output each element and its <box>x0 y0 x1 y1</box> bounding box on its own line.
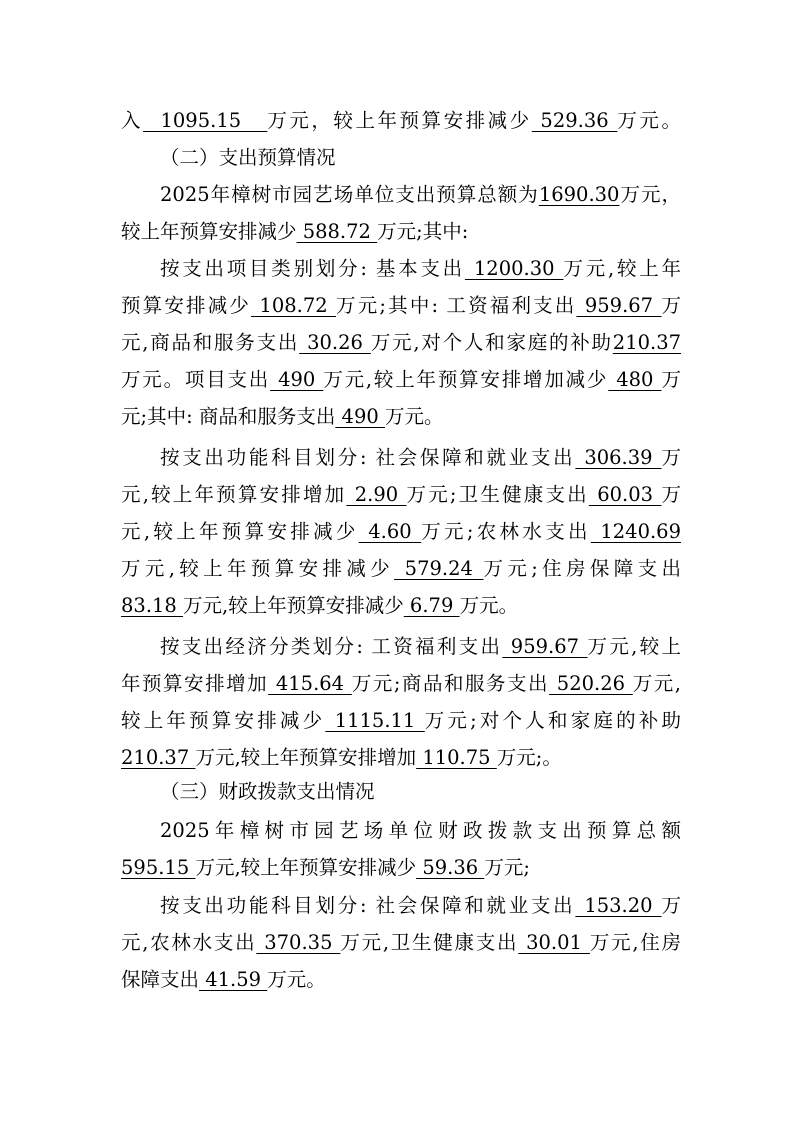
text: 入 <box>121 109 144 132</box>
text: 万元;卫生健康支出 <box>406 483 589 506</box>
amount-underlined: 210.37 <box>121 746 196 769</box>
text: 万元。 <box>617 109 681 132</box>
text: 万 <box>661 894 681 917</box>
text: 2025年樟树市园艺场单位财政拨款支出预算总额 <box>160 819 681 842</box>
text-line <box>121 289 681 322</box>
text: 元,商品和服务支出 <box>121 331 300 354</box>
amount-underlined: 595.15 <box>121 856 196 879</box>
text: 元,较上年预算安排增加 <box>121 483 347 506</box>
amount-underlined: 108.72 <box>251 294 337 317</box>
text-line <box>121 363 681 396</box>
text-line <box>121 667 681 700</box>
text: 预算安排减少 <box>121 294 252 317</box>
amount-underlined: 959.67 <box>502 635 588 658</box>
text: 按支出经济分类划分: 工资福利支出 <box>160 635 503 658</box>
text: 万元,对个人和家庭的补助 <box>370 331 613 354</box>
amount-underlined: 2.90 <box>346 483 407 506</box>
amount-underlined: 959.67 <box>576 294 662 317</box>
amount-underlined: 6.79 <box>403 594 460 617</box>
amount-underlined: 83.18 <box>121 594 184 617</box>
text: 万元;住房保障支出 <box>483 557 681 580</box>
text: 按支出功能科目划分: 社会保障和就业支出 <box>160 446 576 469</box>
text-line <box>160 441 681 474</box>
text: 按支出项目类别划分: 基本支出 <box>160 257 465 280</box>
amount-underlined: 1115.11 <box>325 709 425 732</box>
amount-underlined: 520.26 <box>549 672 633 695</box>
text: 万元;农林水支出 <box>421 520 591 543</box>
text: 万元,较上年预算安排增加 <box>195 746 417 769</box>
amount-underlined: 41.59 <box>199 968 268 991</box>
text-line <box>121 963 681 996</box>
text: 万元。 <box>384 405 444 428</box>
amount-underlined: 1240.69 <box>590 520 681 543</box>
amount-underlined: 490 <box>335 405 385 428</box>
amount-underlined: 4.60 <box>358 520 422 543</box>
amount-underlined: 415.64 <box>268 672 352 695</box>
text: 万元,较上年预算安排增加减少 <box>323 368 609 391</box>
text: 万元; <box>484 856 530 879</box>
amount-underlined: 30.26 <box>299 331 371 354</box>
text: 万元;其中: <box>377 220 469 243</box>
text-line <box>121 741 681 774</box>
amount-underlined: 529.36 <box>531 109 618 132</box>
amount-underlined: 1690.30 <box>538 183 620 206</box>
text: 万 <box>661 446 681 469</box>
text-line <box>121 104 681 137</box>
text: 元;其中: 商品和服务支出 <box>121 405 336 428</box>
text-line <box>160 178 681 211</box>
amount-underlined: 210.37 <box>612 331 682 354</box>
text: 保障支出 <box>121 968 200 991</box>
amount-underlined: 490 <box>270 368 324 391</box>
text: 万元,住房 <box>589 931 681 954</box>
text: 万元;。 <box>496 746 562 769</box>
text: 元,较上年预算安排减少 <box>121 520 359 543</box>
text-line <box>121 515 681 548</box>
amount-underlined: 153.20 <box>575 894 662 917</box>
text: 万 <box>661 294 681 317</box>
text-line <box>121 478 681 511</box>
amount-underlined: 110.75 <box>416 746 497 769</box>
text-line <box>121 851 681 884</box>
text: 万元。 <box>267 968 326 991</box>
text: 万 <box>661 483 681 506</box>
heading-text: （二）支出预算情况 <box>160 146 336 169</box>
text: 较上年预算安排减少 <box>121 220 297 243</box>
text-line <box>121 926 681 959</box>
text-line <box>121 215 681 248</box>
text: 万 <box>661 368 681 391</box>
text: 万元, <box>632 672 681 695</box>
text: 万元,较上年预算安排减少 <box>195 856 417 879</box>
text-line <box>160 630 681 663</box>
text: 元,农林水支出 <box>121 931 257 954</box>
text-line <box>160 814 681 847</box>
amount-underlined: 60.03 <box>588 483 662 506</box>
amount-underlined: 480 <box>608 368 662 391</box>
text: 万元,卫生健康支出 <box>340 931 519 954</box>
text: 年预算安排增加 <box>121 672 269 695</box>
amount-underlined: 30.01 <box>518 931 590 954</box>
text: 万元,较上 <box>587 635 681 658</box>
text: 万元。项目支出 <box>121 368 271 391</box>
text: 万元，较上年预算安排减少 <box>267 109 532 132</box>
text-line <box>160 252 681 285</box>
heading-text: （三）财政拨款支出情况 <box>160 780 375 803</box>
section-heading <box>160 775 720 808</box>
text: 万元;其中: 工资福利支出 <box>336 294 577 317</box>
text: 万元。 <box>459 594 519 617</box>
text: 按支出功能科目划分: 社会保障和就业支出 <box>160 894 576 917</box>
text-line <box>121 552 681 585</box>
text-line <box>121 589 681 622</box>
text: 万元,较上年预算安排减少 <box>183 594 404 617</box>
text-line <box>121 400 681 433</box>
amount-underlined: 588.72 <box>296 220 378 243</box>
text-line <box>121 326 681 359</box>
section-heading <box>160 141 720 174</box>
amount-underlined: 1200.30 <box>464 257 564 280</box>
amount-underlined: 1095.15 <box>143 109 268 132</box>
text-line <box>160 889 681 922</box>
amount-underlined: 306.39 <box>575 446 662 469</box>
text: 万元;对个人和家庭的补助 <box>424 709 681 732</box>
text: 万元;商品和服务支出 <box>351 672 550 695</box>
text: 万元,较上年 <box>563 257 681 280</box>
text: 万元， <box>619 183 681 206</box>
text: 较上年预算安排减少 <box>121 709 326 732</box>
amount-underlined: 579.24 <box>394 557 484 580</box>
amount-underlined: 59.36 <box>416 856 485 879</box>
text: 万元,较上年预算安排减少 <box>121 557 395 580</box>
text-line <box>121 704 681 737</box>
amount-underlined: 370.35 <box>256 931 341 954</box>
text: 2025年樟树市园艺场单位支出预算总额为 <box>160 183 539 206</box>
